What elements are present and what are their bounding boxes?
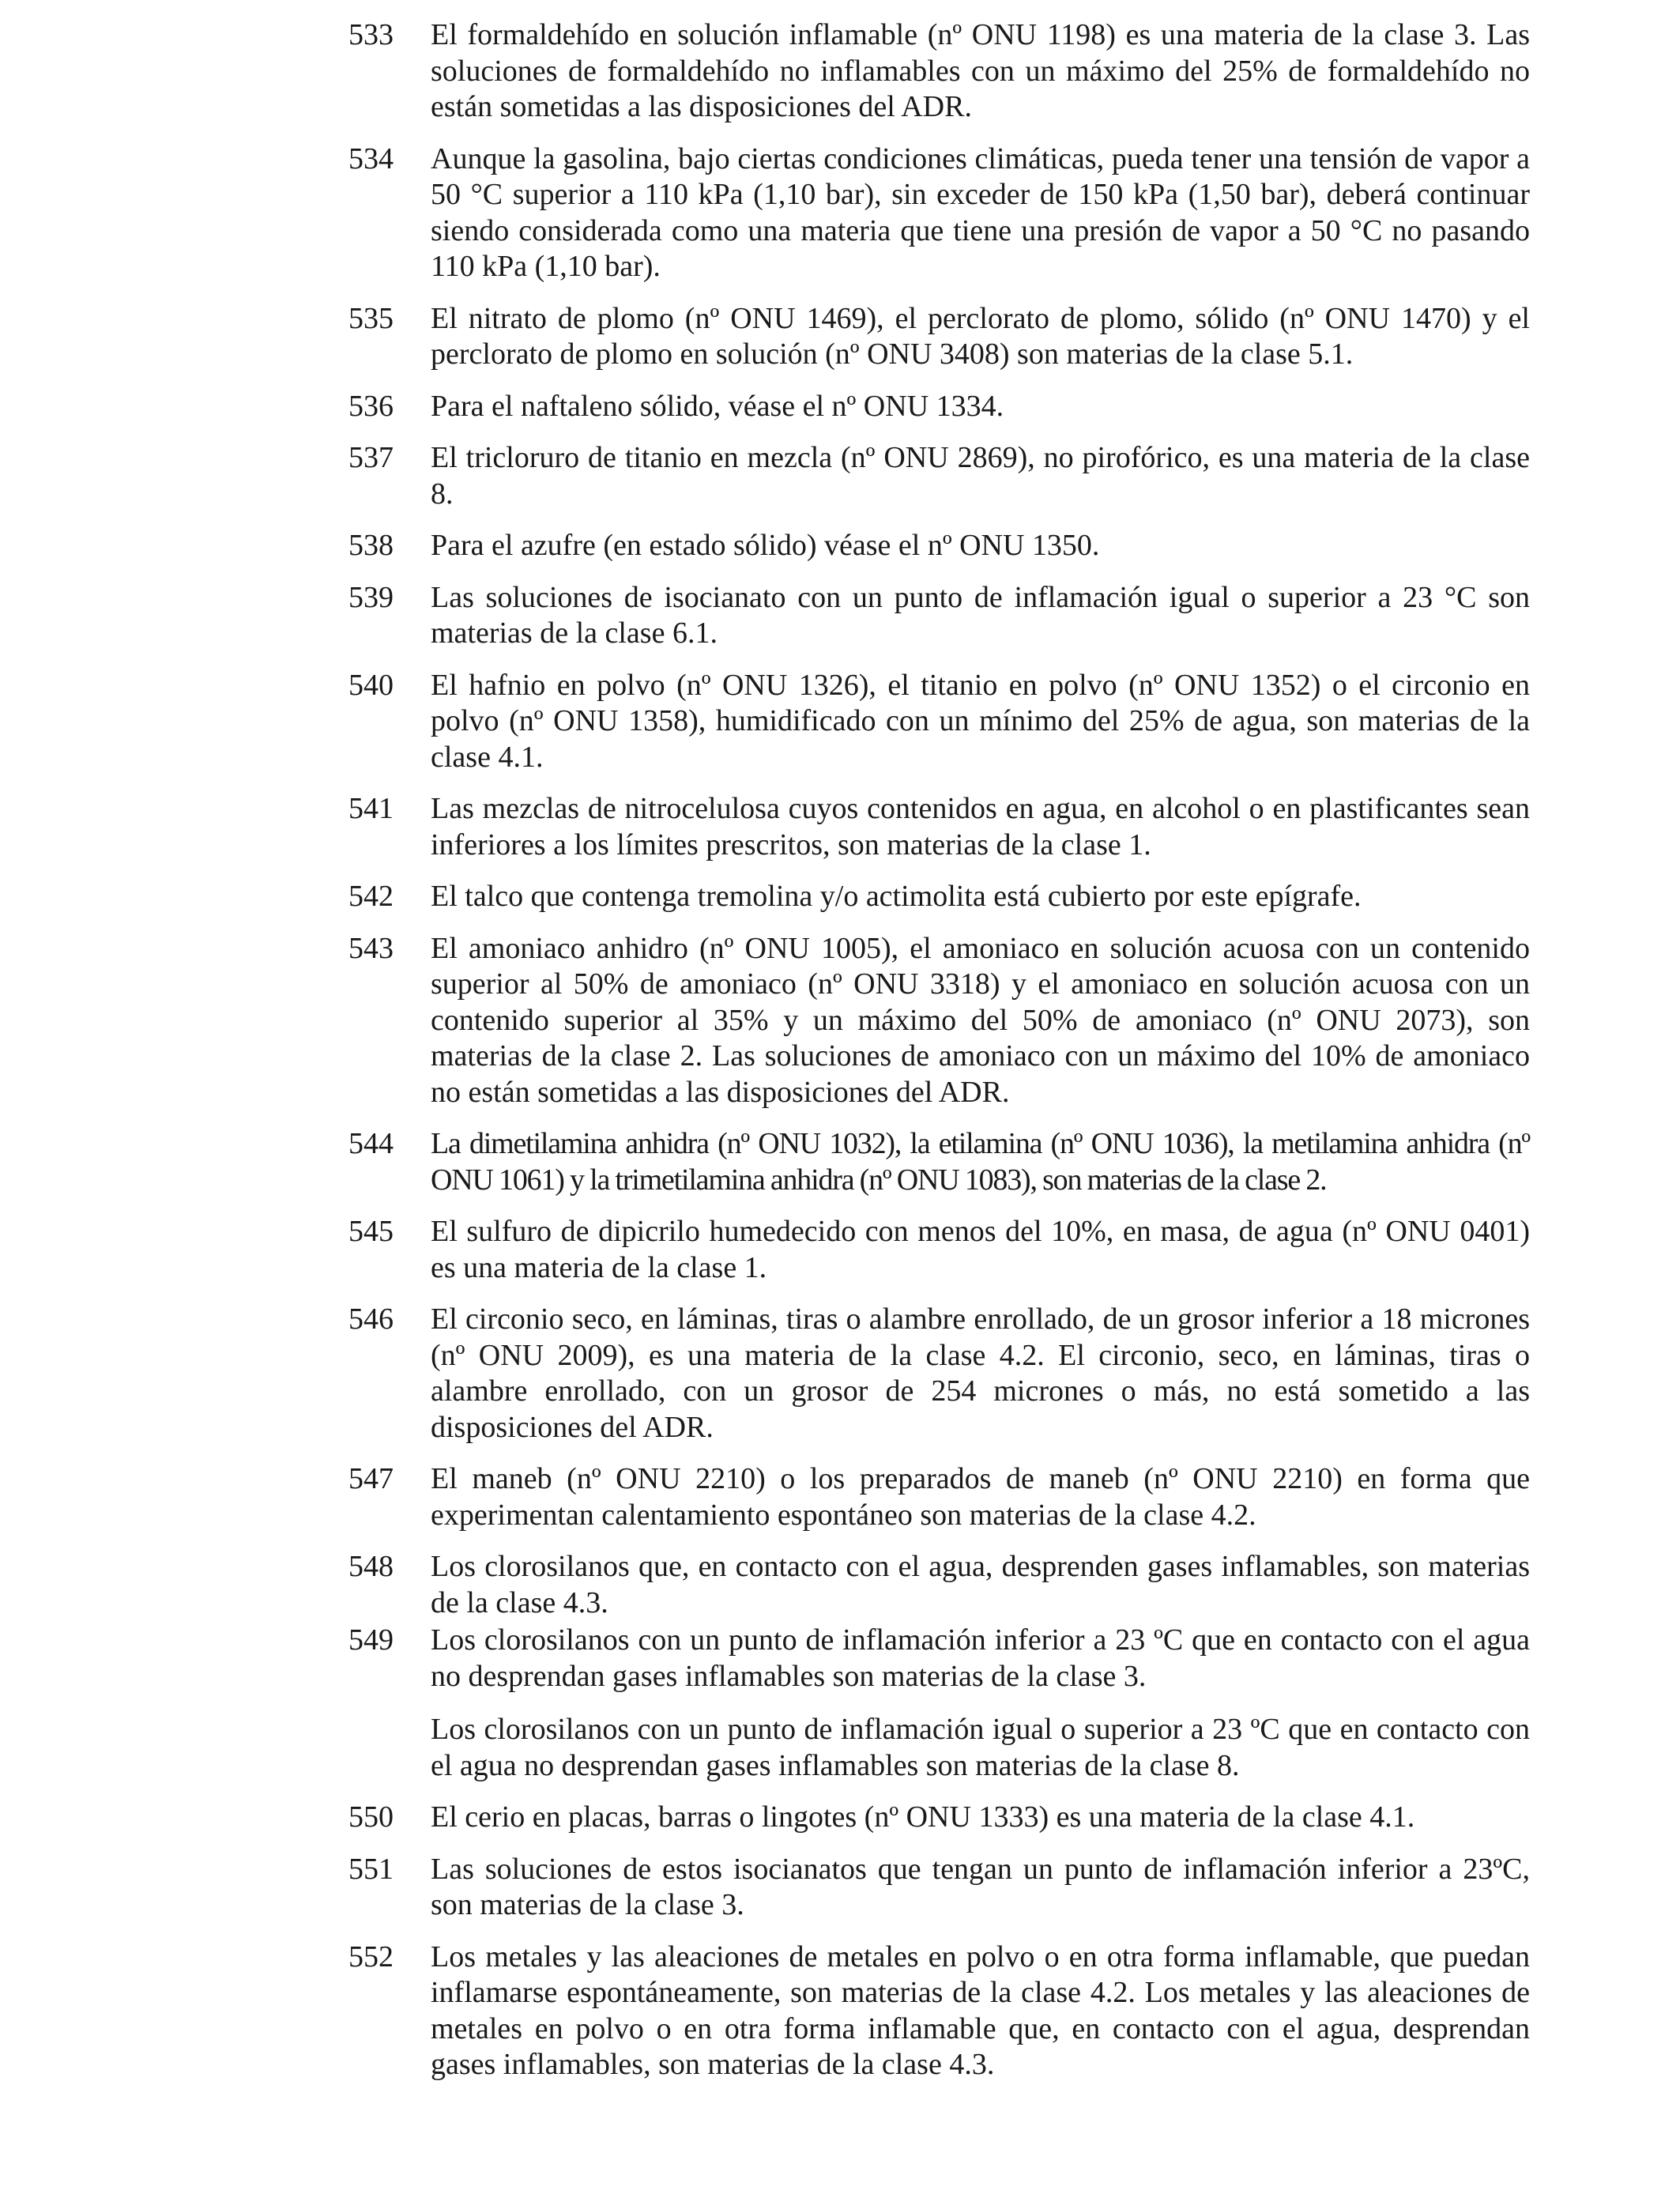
provision-item [348,528,1530,564]
provision-body [431,668,1530,776]
provision-text: El sulfuro de dipicrilo humedecido con menos del 10%, en masa, de agua (nº ONU 0401) es una materia de la clase 1. [431,1215,1530,1284]
provision-text: Para el naftaleno sólido, véase el nº ONU 1334. [431,389,1004,423]
provision-body [431,528,1530,564]
provision-number: 535 [348,301,394,335]
provision-item [348,1302,1530,1446]
provision-item [348,1126,1530,1198]
provision-number: 538 [348,529,394,562]
provision-text: El hafnio en polvo (nº ONU 1326), el titanio en polvo (nº ONU 1352) o el circonio en polvo (nº ONU 1358), humidificado con un mínimo del 25% de agua, son materias de la clase 4.1. [431,668,1530,774]
provision-text: La dimetilamina anhidra (nº ONU 1032), la etilamina (nº ONU 1036), la metilamina anhidra (nº ONU 1061) y la trimetilamina anhidra (nº ONU 1083), son materias de la clase 2. [431,1127,1530,1197]
provision-body [431,580,1530,652]
provision-body [431,17,1530,126]
provision-body [431,1126,1530,1198]
provision-item [348,440,1530,512]
provision-text: Las soluciones de estos isocianatos que tengan un punto de inflamación inferior a 23ºC, son materias de la clase 3. [431,1852,1530,1921]
provision-text: El amoniaco anhidro (nº ONU 1005), el amoniaco en solución acuosa con un contenido superior al 50% de amoniaco (nº ONU 3318) y el amoniaco en solución acuosa con un contenido superior al 35% y un máximo del 50% de amoniaco (nº ONU 2073), son materias de la clase 2. Las soluciones de amoniaco con un máximo del 10% de amoniaco no están sometidas a las disposiciones del ADR. [431,931,1530,1109]
provision-item [348,1940,1530,2083]
provision-text: Los metales y las aleaciones de metales en polvo o en otra forma inflamable, que puedan inflamarse espontáneamente, son materias de la clase 4.2. Los metales y las aleaciones de metales en polvo o en otra forma inflamable que, en contacto con el agua, desprendan gases inflamables, son materias de la clase 4.3. [431,1940,1530,2081]
provision-body [431,791,1530,863]
provision-body [431,1940,1530,2083]
provision-item [348,1800,1530,1836]
provision-body [431,1214,1530,1286]
provision-body [431,1549,1530,1621]
provision-item [348,1549,1530,1621]
provision-body [431,1852,1530,1924]
provision-text: Los clorosilanos con un punto de inflamación inferior a 23 ºC que en contacto con el agua no desprendan gases inflamables son materias de la clase 3. [431,1623,1530,1693]
provision-item [348,1852,1530,1924]
provision-text: Aunque la gasolina, bajo ciertas condiciones climáticas, pueda tener una tensión de vapor a 50 °C superior a 110 kPa (1,10 bar), sin exceder de 150 kPa (1,50 bar), deberá continuar siendo considerada como una materia que tiene una presión de vapor a 50 °C no pasando 110 kPa (1,10 bar). [431,141,1530,283]
provision-text: El nitrato de plomo (nº ONU 1469), el perclorato de plomo, sólido (nº ONU 1470) y el perclorato de plomo en solución (nº ONU 3408) son materias de la clase 5.1. [431,301,1530,371]
provision-number: 547 [348,1462,394,1495]
provision-body [431,141,1530,285]
provision-number: 533 [348,18,394,51]
provision-text: El talco que contenga tremolina y/o actimolita está cubierto por este epígrafe. [431,880,1362,913]
provision-body [431,440,1530,512]
provision-text: El cerio en placas, barras o lingotes (nº ONU 1333) es una materia de la clase 4.1. [431,1800,1415,1834]
provision-number: 548 [348,1550,394,1583]
provision-number: 541 [348,792,394,825]
provision-body [431,879,1530,915]
provision-item [348,301,1530,373]
provision-body [431,301,1530,373]
provision-number: 551 [348,1852,394,1886]
provision-number: 545 [348,1215,394,1248]
provision-number: 534 [348,141,394,175]
provision-number: 536 [348,389,394,423]
provision-number: 542 [348,880,394,913]
provision-body [431,931,1530,1111]
provision-item [348,668,1530,776]
provision-number: 539 [348,580,394,614]
provision-item [348,1214,1530,1286]
provision-body [431,1623,1530,1784]
provision-text: El circonio seco, en láminas, tiras o alambre enrollado, de un grosor inferior a 18 micrones (nº ONU 2009), es una materia de la clase 4.2. El circonio, seco, en láminas, tiras o alambre enrollado, con un grosor de 254 micrones o más, no está sometido a las disposiciones del ADR. [431,1302,1530,1444]
provision-text: El formaldehído en solución inflamable (nº ONU 1198) es una materia de la clase 3. Las soluciones de formaldehído no inflamables con un máximo del 25% de formaldehído no están sometidas a las disposiciones del ADR. [431,18,1530,123]
provision-item [348,791,1530,863]
provisions-list [348,17,1530,2099]
provision-text: El tricloruro de titanio en mezcla (nº ONU 2869), no pirofórico, es una materia de la clase 8. [431,441,1530,511]
provision-item [348,580,1530,652]
provision-body [431,1302,1530,1446]
provision-number: 544 [348,1127,394,1160]
provision-item [348,1461,1530,1533]
provision-item [348,17,1530,126]
provision-text: El maneb (nº ONU 2210) o los preparados de maneb (nº ONU 2210) en forma que experimentan calentamiento espontáneo son materias de la clase 4.2. [431,1462,1530,1532]
provision-number: 549 [348,1623,394,1657]
provision-body [431,1800,1530,1836]
provision-text: Las mezclas de nitrocelulosa cuyos contenidos en agua, en alcohol o en plastificantes sean inferiores a los límites prescritos, son materias de la clase 1. [431,792,1530,861]
provision-number: 552 [348,1940,394,1973]
provision-item [348,1623,1530,1784]
provision-text: Los clorosilanos que, en contacto con el agua, desprenden gases inflamables, son materias de la clase 4.3. [431,1550,1530,1619]
provision-text: Los clorosilanos con un punto de inflamación igual o superior a 23 ºC que en contacto con el agua no desprendan gases inflamables son materias de la clase 8. [431,1713,1530,1782]
provision-text: Para el azufre (en estado sólido) véase el nº ONU 1350. [431,529,1100,562]
provision-item [348,141,1530,285]
provision-number: 550 [348,1800,394,1834]
provision-item [348,389,1530,425]
provision-body [431,389,1530,425]
provision-body [431,1461,1530,1533]
provision-number: 546 [348,1302,394,1336]
provision-item [348,879,1530,915]
provision-number: 543 [348,931,394,965]
provision-number: 540 [348,668,394,702]
provision-item [348,931,1530,1111]
provision-text: Las soluciones de isocianato con un punto de inflamación igual o superior a 23 °C son materias de la clase 6.1. [431,580,1530,650]
provision-number: 537 [348,441,394,474]
